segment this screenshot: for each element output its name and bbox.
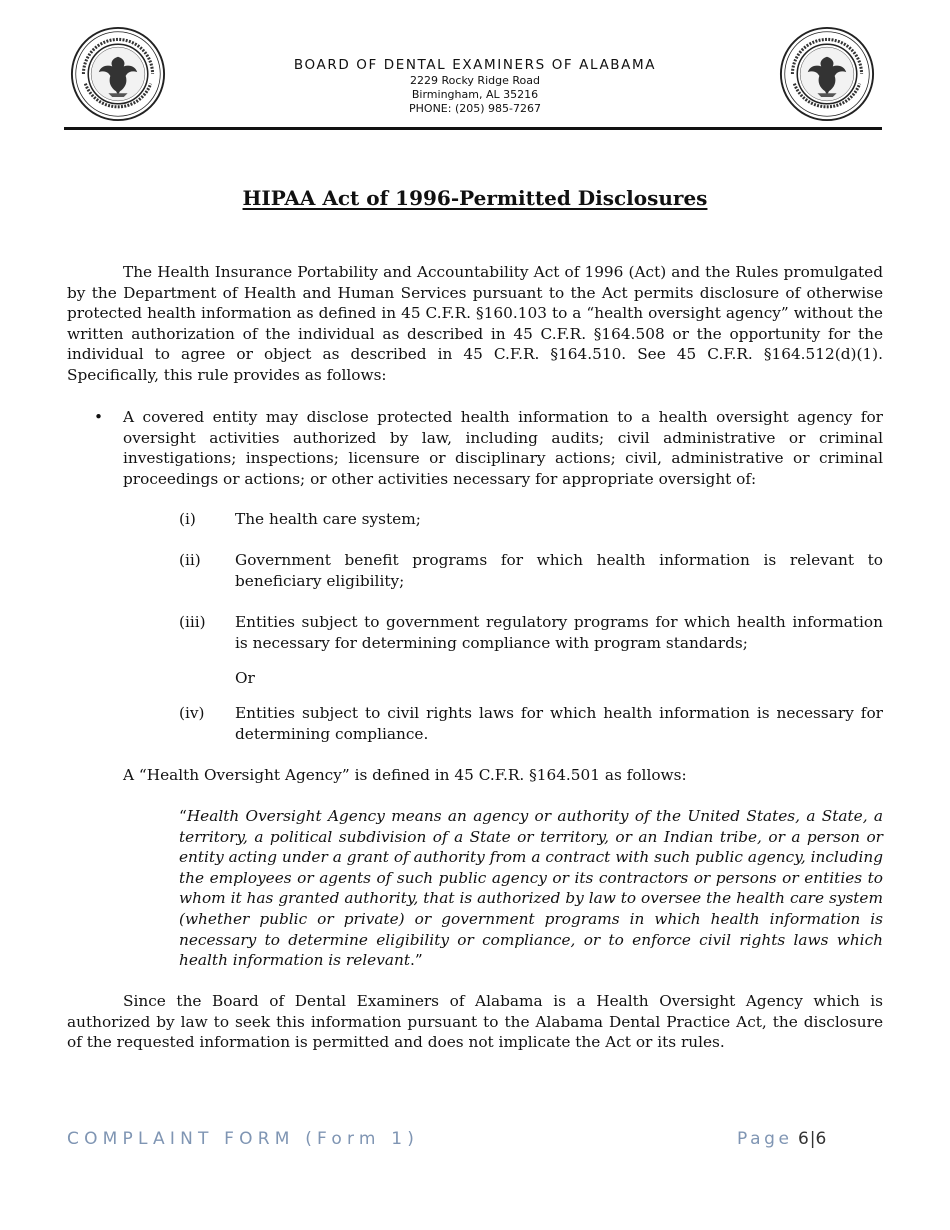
page-current: 6 [797,1129,810,1149]
footer-form-label: COMPLAINT FORM (Form 1) [67,1129,420,1149]
document-title-text: HIPAA Act of 1996-Permitted Disclosures [242,186,708,210]
sub-item-text: Entities subject to government regulatory programs for which health information is necessary for determining compliance with program standards; [235,613,883,652]
footer-page-number [737,1129,827,1149]
sub-item [179,612,883,653]
sub-item-text: The health care system; [235,510,421,528]
definition-intro: A “Health Oversight Agency” is defined in 45 C.F.R. §164.501 as follows: [123,766,687,784]
quote-close-mark: .” [409,951,423,970]
closing-paragraph: Since the Board of Dental Examiners of Alabama is a Health Oversight Agency which is authorized by law to seek this information pursuant to the Alabama Dental Practice Act, the disclosure of the requested information is permitted and does not implicate the Act or its rules. [67,992,883,1052]
document-title [0,186,950,210]
header-divider [64,127,882,130]
phone-number: PHONE: (205) 985-7267 [409,102,541,115]
sub-item [179,703,883,744]
board-seal-left-icon [70,26,166,122]
letterhead [230,56,720,116]
sub-item-text: Entities subject to civil rights laws for which health information is necessary for determining compliance. [235,704,883,743]
address-line-1: 2229 Rocky Ridge Road [410,74,540,87]
page-total: 6 [815,1129,828,1149]
sub-item-text: Government benefit programs for which health information is relevant to beneficiary eligibility; [235,551,883,590]
intro-paragraph: The Health Insurance Portability and Accountability Act of 1996 (Act) and the Rules promulgated by the Department of Health and Human Services pursuant to the Act permits disclosure of otherwise protected health information as defined in 45 C.F.R. §160.103 to a “health oversight agency” without the written authorization of the individual as described in 45 C.F.R. §164.508 or the opportunity for the individual to agree or object as described in 45 C.F.R. §164.510. See 45 C.F.R. §164.512(d)(1). Specifically, this rule provides as follows: [67,263,883,384]
bullet-text: A covered entity may disclose protected health information to a health oversight agency for oversight activities authorized by law, including audits; civil administrative or criminal investigations; inspections; licensure or disciplinary actions; civil, administrative or criminal proceedings or actions; or other activities necessary for appropriate oversight of: [123,408,883,488]
sub-item-number: (i) [179,510,196,528]
board-seal-right-icon [779,26,875,122]
definition-quote [179,806,883,971]
page-separator: | [809,1129,816,1149]
or-conjunction: Or [235,669,255,687]
page-label: Page [737,1129,793,1149]
quote-text: Health Oversight Agency means an agency or authority of the United States, a State, a territory, a political subdivision of a State or territory, or an Indian tribe, or a person or entity acting under a grant of authority from a contract with such public agency, including the employees or agents of such public agency or its contractors or persons or entities to whom it has granted authority, that is authorized by law to oversee the health care system (whether public or private) or government programs in which health information is necessary to determine eligibility or compliance, or to enforce civil rights laws which health information is relevant [179,807,883,970]
sub-item [179,550,883,591]
bullet-item [67,407,883,489]
board-name: BOARD OF DENTAL EXAMINERS OF ALABAMA [293,57,657,73]
quote-open-mark: “ [179,807,187,825]
bullet-symbol: • [94,408,104,426]
sub-item [179,509,883,530]
address-line-2: Birmingham, AL 35216 [411,88,539,101]
sub-item-number: (iii) [179,613,206,631]
sub-item-number: (iv) [179,704,205,722]
sub-item-number: (ii) [179,551,201,569]
